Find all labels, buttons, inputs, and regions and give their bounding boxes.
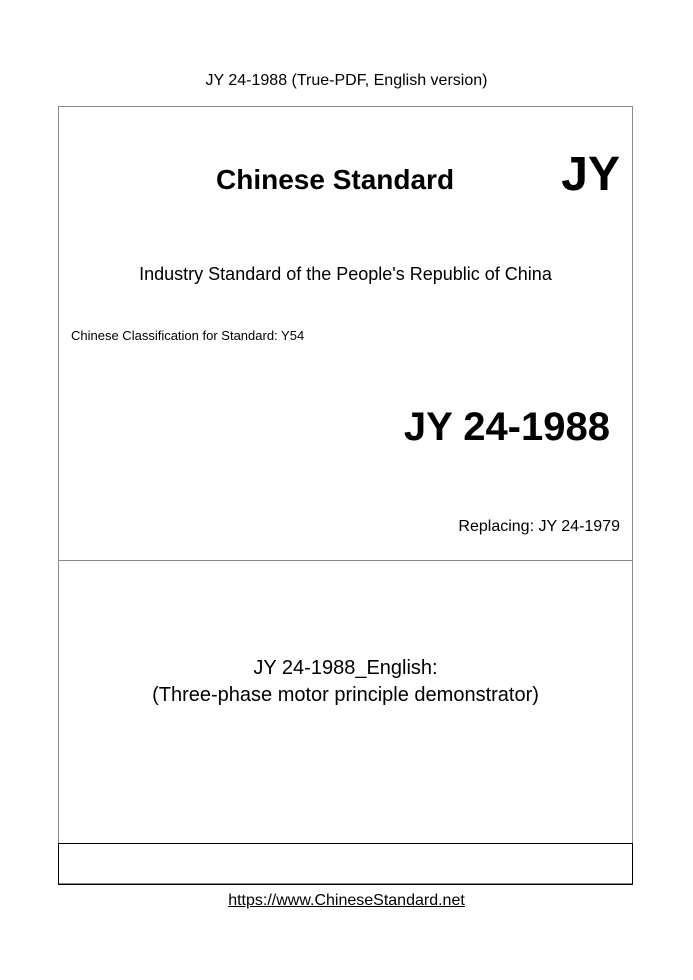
classification-line: Chinese Classification for Standard: Y54 [71, 328, 305, 343]
english-title-line-1: JY 24-1988_English: [253, 657, 438, 679]
cover-upper-section [59, 107, 632, 561]
cover-lower-section [59, 561, 632, 843]
cover-title: Chinese Standard [216, 164, 455, 195]
website-link[interactable]: https://www.ChineseStandard.net [228, 892, 465, 909]
cover-frame [58, 106, 633, 884]
standard-code-mark: JY [561, 148, 620, 201]
bottom-empty-box [58, 843, 633, 885]
english-title [59, 655, 632, 709]
standard-number: JY 24-1988 [403, 405, 610, 449]
footer [0, 892, 693, 910]
industry-standard-line: Industry Standard of the People's Republic of China [139, 264, 552, 284]
english-title-line-2: (Three-phase motor principle demonstrator) [152, 684, 539, 706]
document-header: JY 24-1988 (True-PDF, English version) [205, 72, 488, 89]
replacing-line: Replacing: JY 24-1979 [458, 518, 620, 535]
